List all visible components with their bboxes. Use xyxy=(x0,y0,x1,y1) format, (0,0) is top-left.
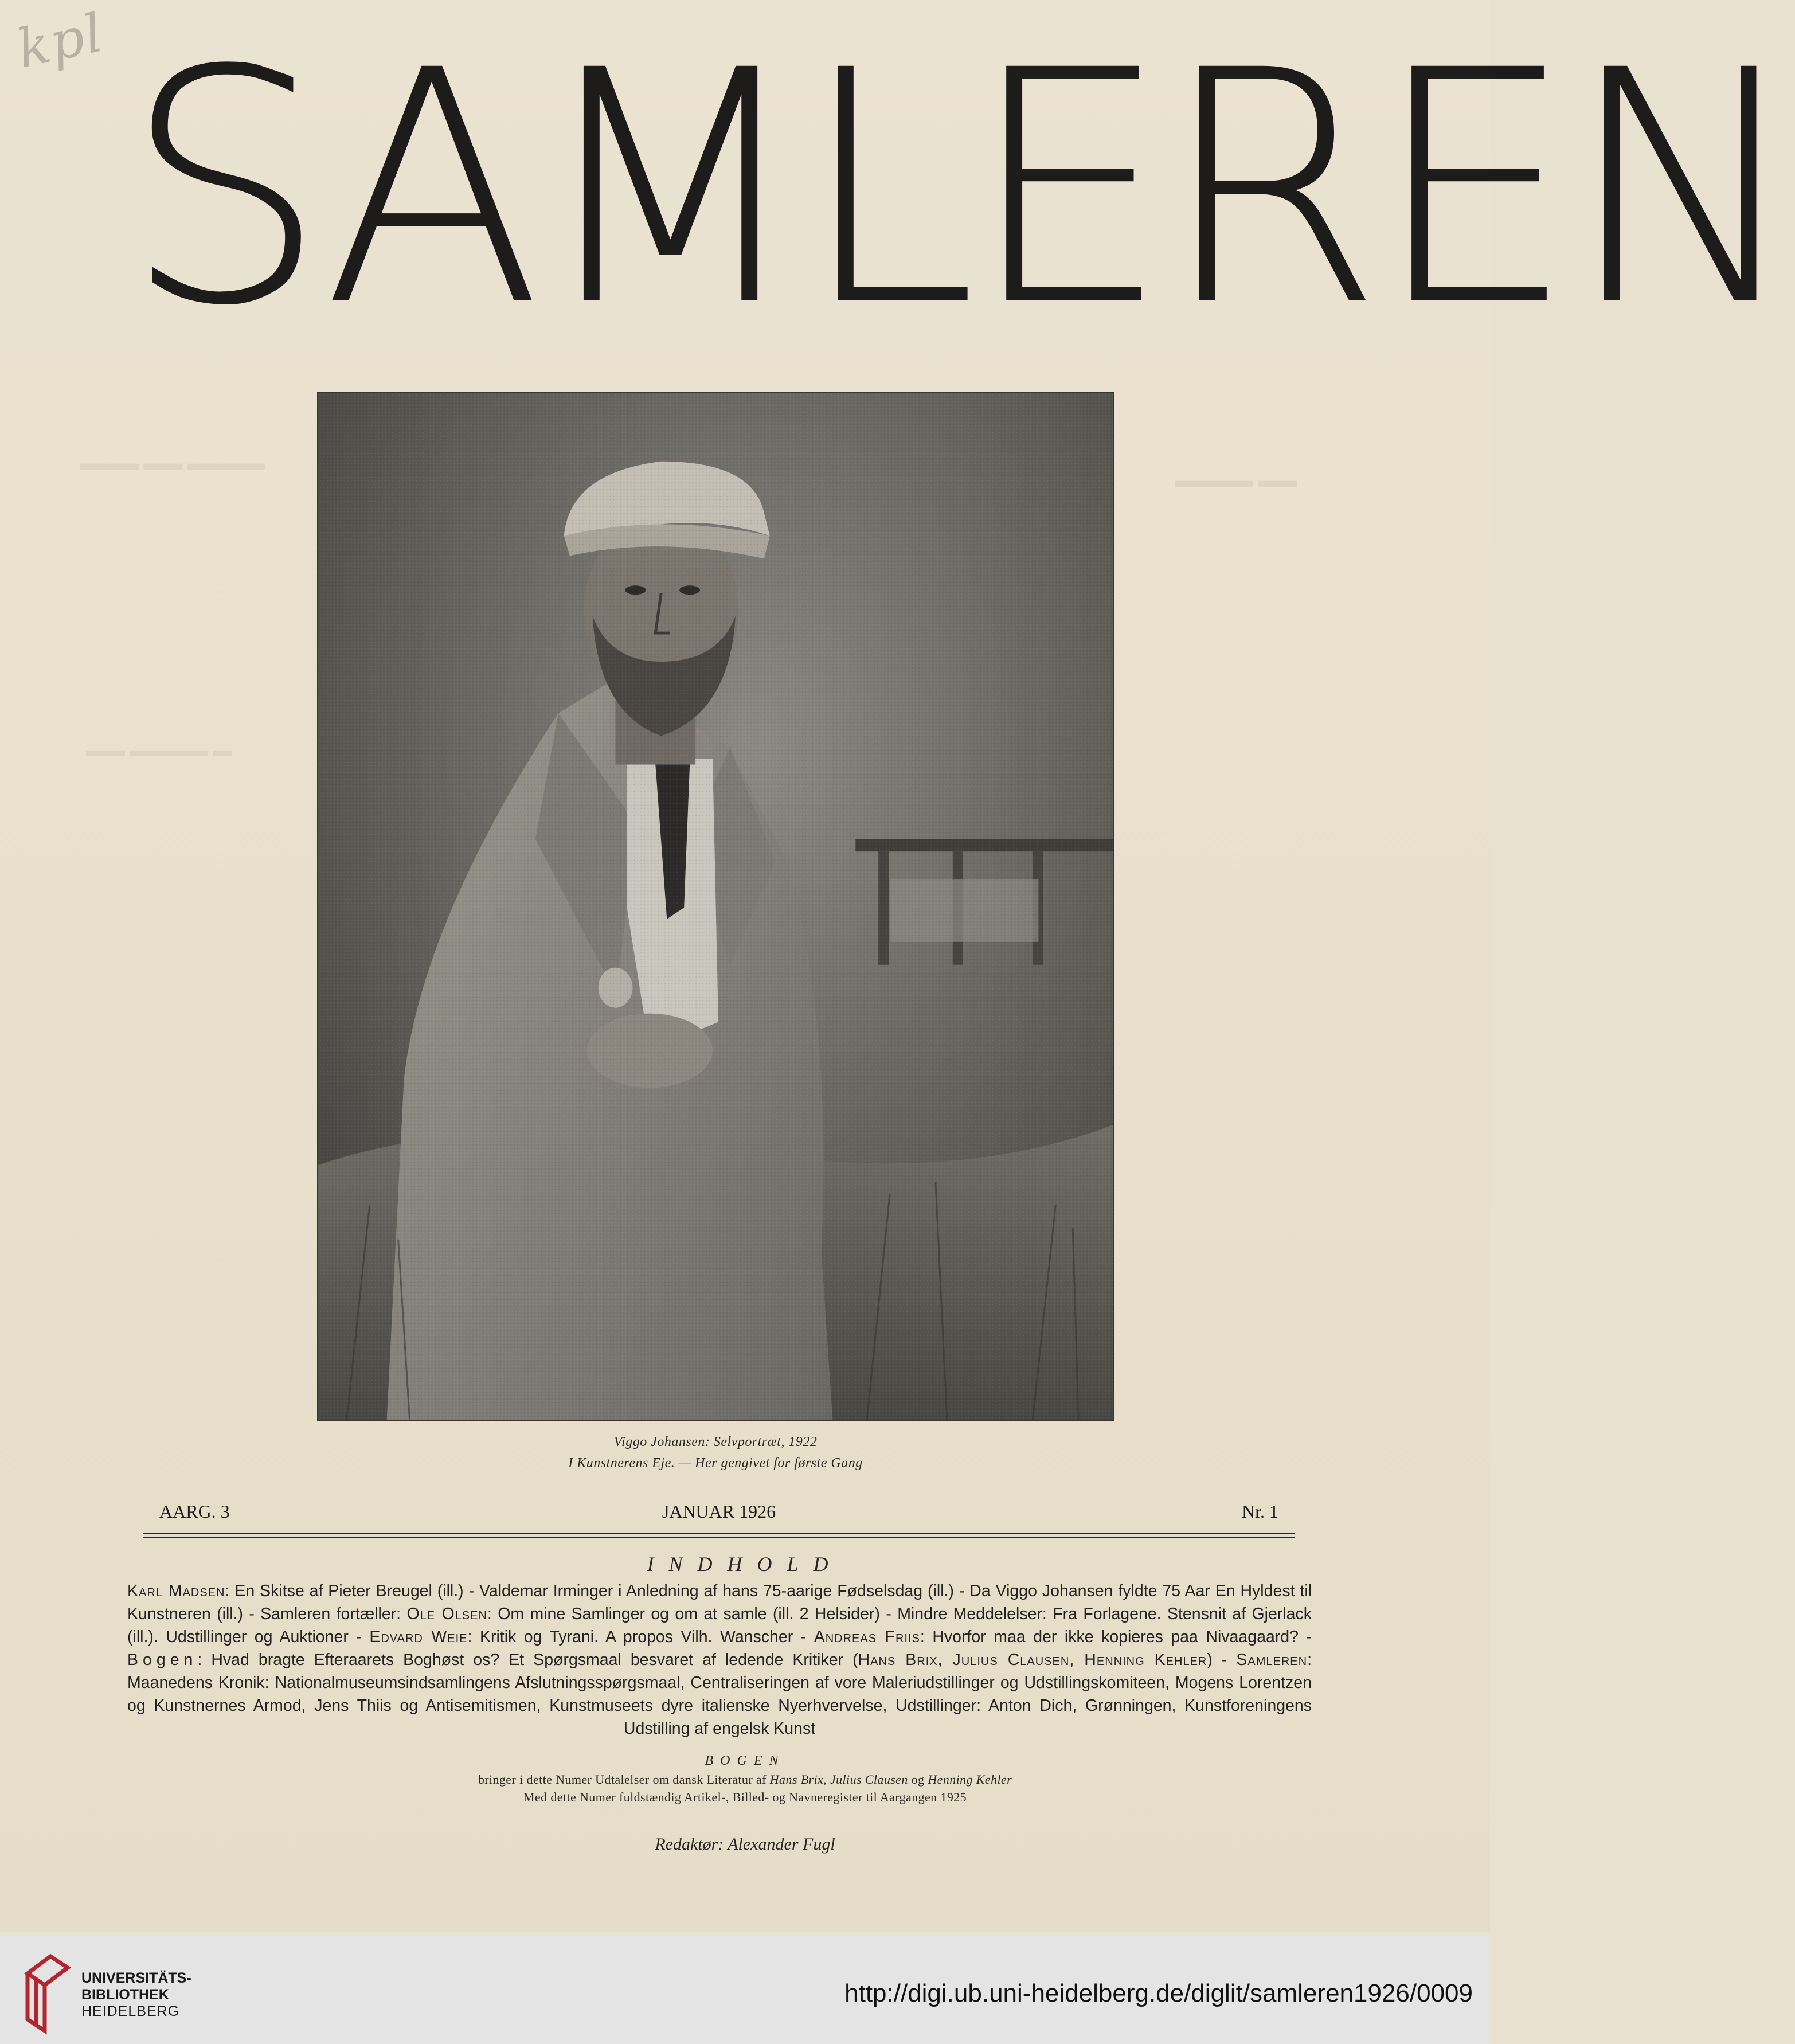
permalink-url[interactable]: http://digi.ub.uni-heidelberg.de/diglit/samleren1926/0009 xyxy=(844,1979,1473,2007)
photo-caption-line1: Viggo Johansen: Selvportræt, 1922 xyxy=(613,1435,818,1449)
volume-label: AARG. 3 xyxy=(159,1501,230,1522)
divider-rule xyxy=(143,1533,1295,1534)
contents-segment: : Hvad bragte Efteraarets Boghøst os? Et Spørgsmaal besvaret af ledende Kritiker ( xyxy=(197,1651,858,1669)
contents-segment: : Kritik og Tyrani. A propos Vilh. Wanscher - xyxy=(467,1628,814,1646)
issue-date: JANUAR 1926 xyxy=(662,1501,776,1522)
divider-rule xyxy=(143,1537,1295,1538)
author-name: Henning Kehler xyxy=(928,1772,1012,1787)
contents-text xyxy=(127,1580,1312,1740)
contents-segment: : Om mine Samlinger og om at samle (ill. 2 Helsider) - Mindre Meddelelser: Fra Forlagene. Stensnit af Gjerlack (ill.). Udstillinger og Auktioner - xyxy=(127,1605,1312,1646)
bogen-line-2: Med dette Numer fuldstændig Artikel-, Billed- og Navneregister til Aargangen 1925 xyxy=(523,1790,967,1804)
contents-segment: : Hvorfor maa der ikke kopieres paa Nivaagaard? - xyxy=(920,1628,1312,1646)
editor-credit: Redaktør: Alexander Fugl xyxy=(655,1835,835,1854)
portrait-illustration xyxy=(318,393,1113,1420)
masthead-title xyxy=(123,2,1795,376)
issue-number: Nr. 1 xyxy=(1242,1501,1278,1522)
bogen-line-1-text: bringer i dette Numer Udtalelser om dansk Literatur af xyxy=(478,1772,767,1787)
contents-heading: INDHOLD xyxy=(647,1553,843,1576)
author-name: Julius Clausen xyxy=(830,1772,908,1787)
pencil-note: kpl xyxy=(11,2,109,80)
logo-line3: HEIDELBERG xyxy=(81,2003,180,2019)
issue-info-row xyxy=(159,1501,1278,1524)
contents-segment: : Maanedens Kronik: Nationalmuseumsindsamlingens Afslutningsspørgsmaal, Centraliseringen af vore Maleriudstillinger og Udstillingskomiteen, Mogens Lorentzen og Kunstnernes Armod, Jens Thiis og Antisemitismen, Kunstmuseets dyre italienske Nyerhvervelse, Udstillinger: Anton Dich, Grønningen, Kunstforeningens Udstilling af engelsk Kunst xyxy=(127,1651,1312,1738)
conjunction: og xyxy=(911,1772,925,1787)
library-logo-text xyxy=(81,1970,191,2020)
photo-caption-line2: I Kunstnerens Eje. — Her gengivet for første Gang xyxy=(568,1456,863,1471)
contents-author: Edvard Weie xyxy=(369,1628,468,1646)
contents-author: Ole Olsen xyxy=(406,1605,487,1623)
bleed-through-decoration: ▬▬▬ ▬▬ ▬▬▬▬ xyxy=(80,453,265,474)
contents-author: Samleren xyxy=(1236,1651,1308,1669)
bleed-through-decoration: ▬▬▬▬ ▬▬ xyxy=(1175,470,1297,491)
logo-line1: UNIVERSITÄTS- xyxy=(81,1970,191,1986)
masthead-title-text: SAMLEREN xyxy=(123,2,1795,376)
author-name: Hans Brix, xyxy=(769,1772,827,1787)
portrait-photo xyxy=(317,392,1114,1421)
bleed-through-decoration: ▬▬ ▬▬▬▬ ▬ xyxy=(86,740,232,761)
library-footer xyxy=(0,1936,1490,2044)
logo-line2: BIBLIOTHEK xyxy=(81,1987,169,2003)
contents-segment: : En Skitse af Pieter Breugel (ill.) - Valdemar Irminger i Anledning af hans 75-aarige Fødselsdag (ill.) - Da Viggo Johansen fyldte 75 Aar En Hyldest til Kunstneren (ill.) - Samleren fortæller: xyxy=(127,1582,1312,1623)
contents-section: Bogen xyxy=(127,1651,198,1669)
contents-author: Hans Brix, Julius Clausen, Henning Kehler xyxy=(858,1651,1207,1669)
bogen-line-1 xyxy=(0,1772,1490,1787)
bogen-heading: BOGEN xyxy=(705,1753,785,1768)
contents-author: Karl Madsen xyxy=(127,1582,225,1600)
library-logo-icon xyxy=(16,1951,73,2031)
logo-shape xyxy=(28,1956,68,2031)
contents-author: Andreas Friis xyxy=(814,1628,920,1646)
contents-segment: ) - xyxy=(1207,1651,1237,1669)
